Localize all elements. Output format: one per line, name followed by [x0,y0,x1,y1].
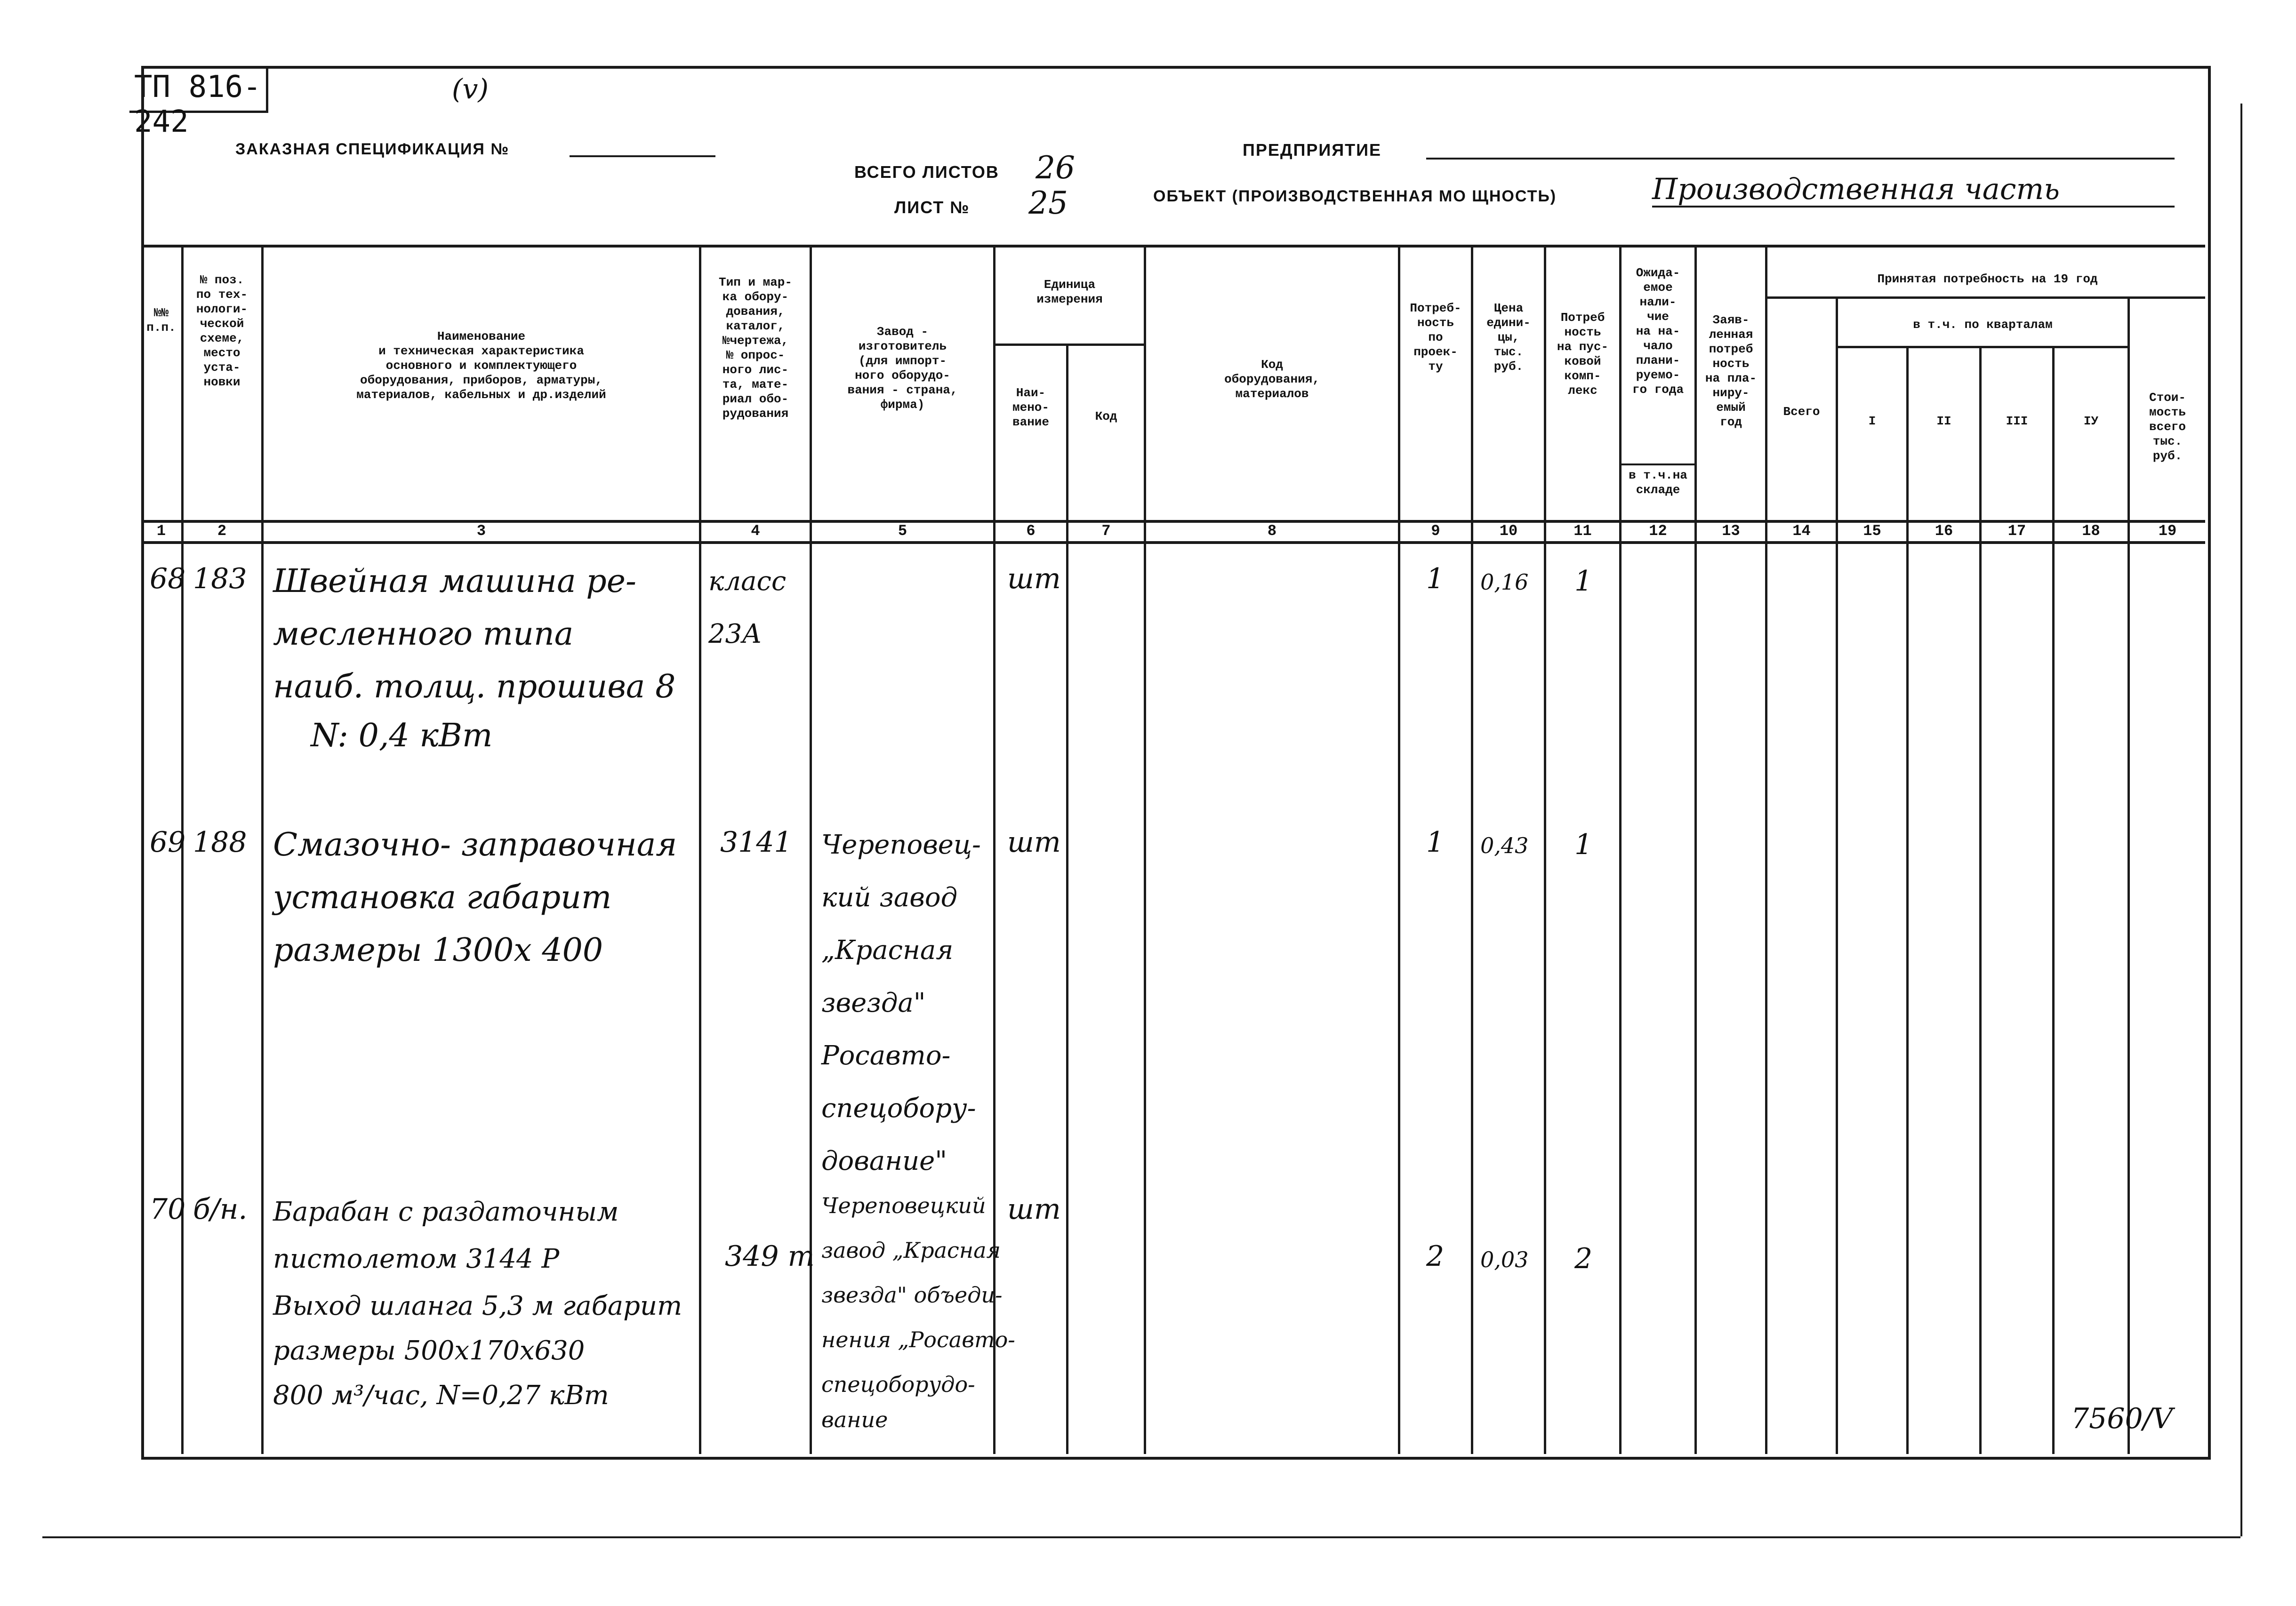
column-number: 19 [2158,522,2177,540]
total-sheets: 26 [1036,150,1075,186]
col-divider [1906,346,1909,1454]
unit-group-header: Единица измерения [1036,278,1103,306]
enterprise-label: ПРЕДПРИЯТИЕ [1243,140,1382,160]
col-divider [1765,245,1767,1454]
column-number: 1 [156,522,166,540]
row-qty: 1 [1426,826,1445,859]
row-position: б/н. [193,1193,248,1226]
total-sheets-label: ВСЕГО ЛИСТОВ [854,162,999,182]
row-name-line: Выход шланга 5,3 м габарит [273,1291,682,1321]
col-divider [1144,245,1146,1454]
row-maker-line: звезда" [821,988,926,1018]
row-name-line: размеры 1300х 400 [273,932,603,969]
row-price: 0,16 [1480,569,1529,595]
column-number: 4 [751,522,760,540]
col-header-5: Завод - изготовитель (для импорт- ного оборудо- вания - страна, фирма) [847,325,958,412]
row-name-line: Барабан с раздаточным [273,1197,619,1227]
column-number: 2 [217,522,227,540]
row-position: 183 [193,562,247,595]
col-header-7: Код [1095,409,1117,423]
column-number: 17 [2007,522,2026,540]
col-divider [1979,346,1982,1454]
col-header-15: I [1868,414,1876,428]
row-unit: шт [1007,562,1061,595]
row-maker-line: кий завод [821,882,958,913]
column-number: 14 [1792,522,1811,540]
col-header-19: Стои- мость всего тыс. руб. [2149,391,2186,463]
column-number: 10 [1499,522,1518,540]
quarters-group-header: в т.ч. по кварталам [1913,318,2053,332]
col-divider [1398,245,1400,1454]
column-number: 5 [898,522,907,540]
col-divider [1471,245,1473,1454]
row-maker-line: „Красная [821,935,954,966]
row-type-line: 3141 [720,826,792,859]
col-header-3: Наименование и техническая характеристика основного и комплектующего оборудования, приборов, арматуры, материалов, кабельных и др.изделий [356,329,606,402]
object-value: Производственная часть [1652,172,2175,208]
column-number: 6 [1026,522,1036,540]
row-maker-line: нения „Росавто- [821,1327,1015,1352]
quarters-group-rule [1836,346,2127,348]
row-type-line: класс [708,566,787,597]
row-type-line: 349 т [725,1240,815,1273]
row-maker-line: звезда" объеди- [821,1282,1003,1308]
row-maker-line: Росавто- [821,1040,951,1071]
col-header-14: Всего [1783,405,1820,419]
row-launch: 1 [1574,565,1593,598]
col-header-1: №№ п.п. [146,306,176,335]
col-divider [2127,296,2130,1454]
row-price: 0,43 [1480,833,1529,858]
column-number: 15 [1863,522,1881,540]
row-unit: шт [1007,826,1061,859]
c12-sub-rule [1619,463,1694,465]
sheet-label: ЛИСТ № [894,198,970,217]
row-position: 188 [193,826,247,859]
col-divider [699,245,701,1454]
scan-border-right [2240,104,2242,1536]
row-maker-line: завод „Красная [821,1238,1001,1263]
row-qty: 1 [1426,562,1445,595]
row-launch: 2 [1574,1242,1593,1275]
col-header-8: Код оборудования, материалов [1224,358,1320,401]
column-number: 12 [1649,522,1667,540]
row-number: 68 [150,562,186,595]
row-name-line: Швейная машина ре- [273,563,637,600]
accepted-group-header: Принятая потребность на 19 год [1877,272,2098,286]
col-header-13: Заяв- ленная потреб ность на пла- ниру- емый год [1705,313,1757,429]
col-divider [261,245,264,1454]
row-name-line: Смазочно- заправочная [273,826,677,863]
row-launch: 1 [1574,828,1593,861]
row-maker-line: дование" [821,1146,947,1176]
column-number: 9 [1431,522,1440,540]
sheet-number: 25 [1028,185,1068,221]
column-number: 11 [1573,522,1592,540]
colnum-bottom-rule [141,541,2205,544]
col-divider [1066,344,1068,1454]
row-name-line: размеры 500х170х630 [273,1335,585,1366]
row-maker-line: Череповец- [821,830,981,860]
footer-code: 7560/V [2071,1402,2173,1435]
unit-group-rule [993,344,1146,346]
col-divider [1836,296,1838,1454]
row-name-line: пистолетом 3144 Р [273,1244,560,1274]
col-header-4: Тип и мар- ка обору- дования, каталог, №чертежа, № опрос- ного лис- та, мате- риал обо- рудования [718,275,793,421]
table-top-rule [141,245,2205,248]
row-name-line: месленного типа [273,615,574,653]
col-header-12: Ожида- емое нали- чие на на- чало плани- руемо- го года [1632,266,1684,397]
col-header-12-sub: в т.ч.на складе [1629,468,1687,497]
column-number: 16 [1935,522,1953,540]
doc-code: ТП 816-242 [134,70,261,139]
col-header-18: IУ [2083,414,2099,428]
col-header-17: III [2006,414,2028,428]
col-header-6: Наи- мено- вание [1012,386,1049,429]
row-maker-line: спецобору- [821,1093,976,1124]
row-number: 70 [150,1193,186,1226]
column-number: 3 [476,522,486,540]
column-number: 13 [1722,522,1740,540]
row-maker-line: Череповецкий [821,1193,986,1218]
col-divider [1619,245,1622,1454]
col-header-11: Потреб ность на пус- ковой комп- лекс [1557,311,1609,398]
col-divider [1544,245,1546,1454]
spec-number [570,141,715,157]
column-number: 7 [1101,522,1111,540]
row-type-line: 23А [708,619,762,649]
col-header-2: № поз. по тех- нологи- ческой схеме, место уста- новки [196,273,248,389]
column-number: 18 [2082,522,2100,540]
col-header-16: II [1936,414,1951,428]
row-unit: шт [1007,1193,1061,1226]
spec-label: ЗАКАЗНАЯ СПЕЦИФИКАЦИЯ № [235,140,510,158]
row-maker-line: спецоборудо- [821,1372,975,1397]
row-name-line: установка габарит [273,879,612,916]
row-qty: 2 [1426,1240,1445,1273]
row-name-line: наиб. толщ. прошива 8 [273,668,676,705]
scan-border-bottom [42,1536,2240,1538]
row-price: 0,03 [1480,1247,1529,1272]
col-header-9: Потреб- ность по проек- ту [1410,301,1461,374]
col-divider [2052,346,2055,1454]
row-number: 69 [150,826,186,859]
doc-mark: (v) [452,73,489,105]
enterprise-value [1426,144,2175,160]
column-number: 8 [1267,522,1277,540]
accepted-group-rule [1765,296,2205,299]
row-name-line: 800 м³/час, N=0,27 кВт [273,1380,609,1411]
col-header-10: Цена едини- цы, тыс. руб. [1486,301,1531,374]
object-label: ОБЪЕКТ (ПРОИЗВОДСТВЕННАЯ МО ЩНОСТЬ) [1153,187,1557,205]
row-maker-line: вание [821,1407,888,1432]
row-name-line: N: 0,4 кВт [311,717,493,754]
